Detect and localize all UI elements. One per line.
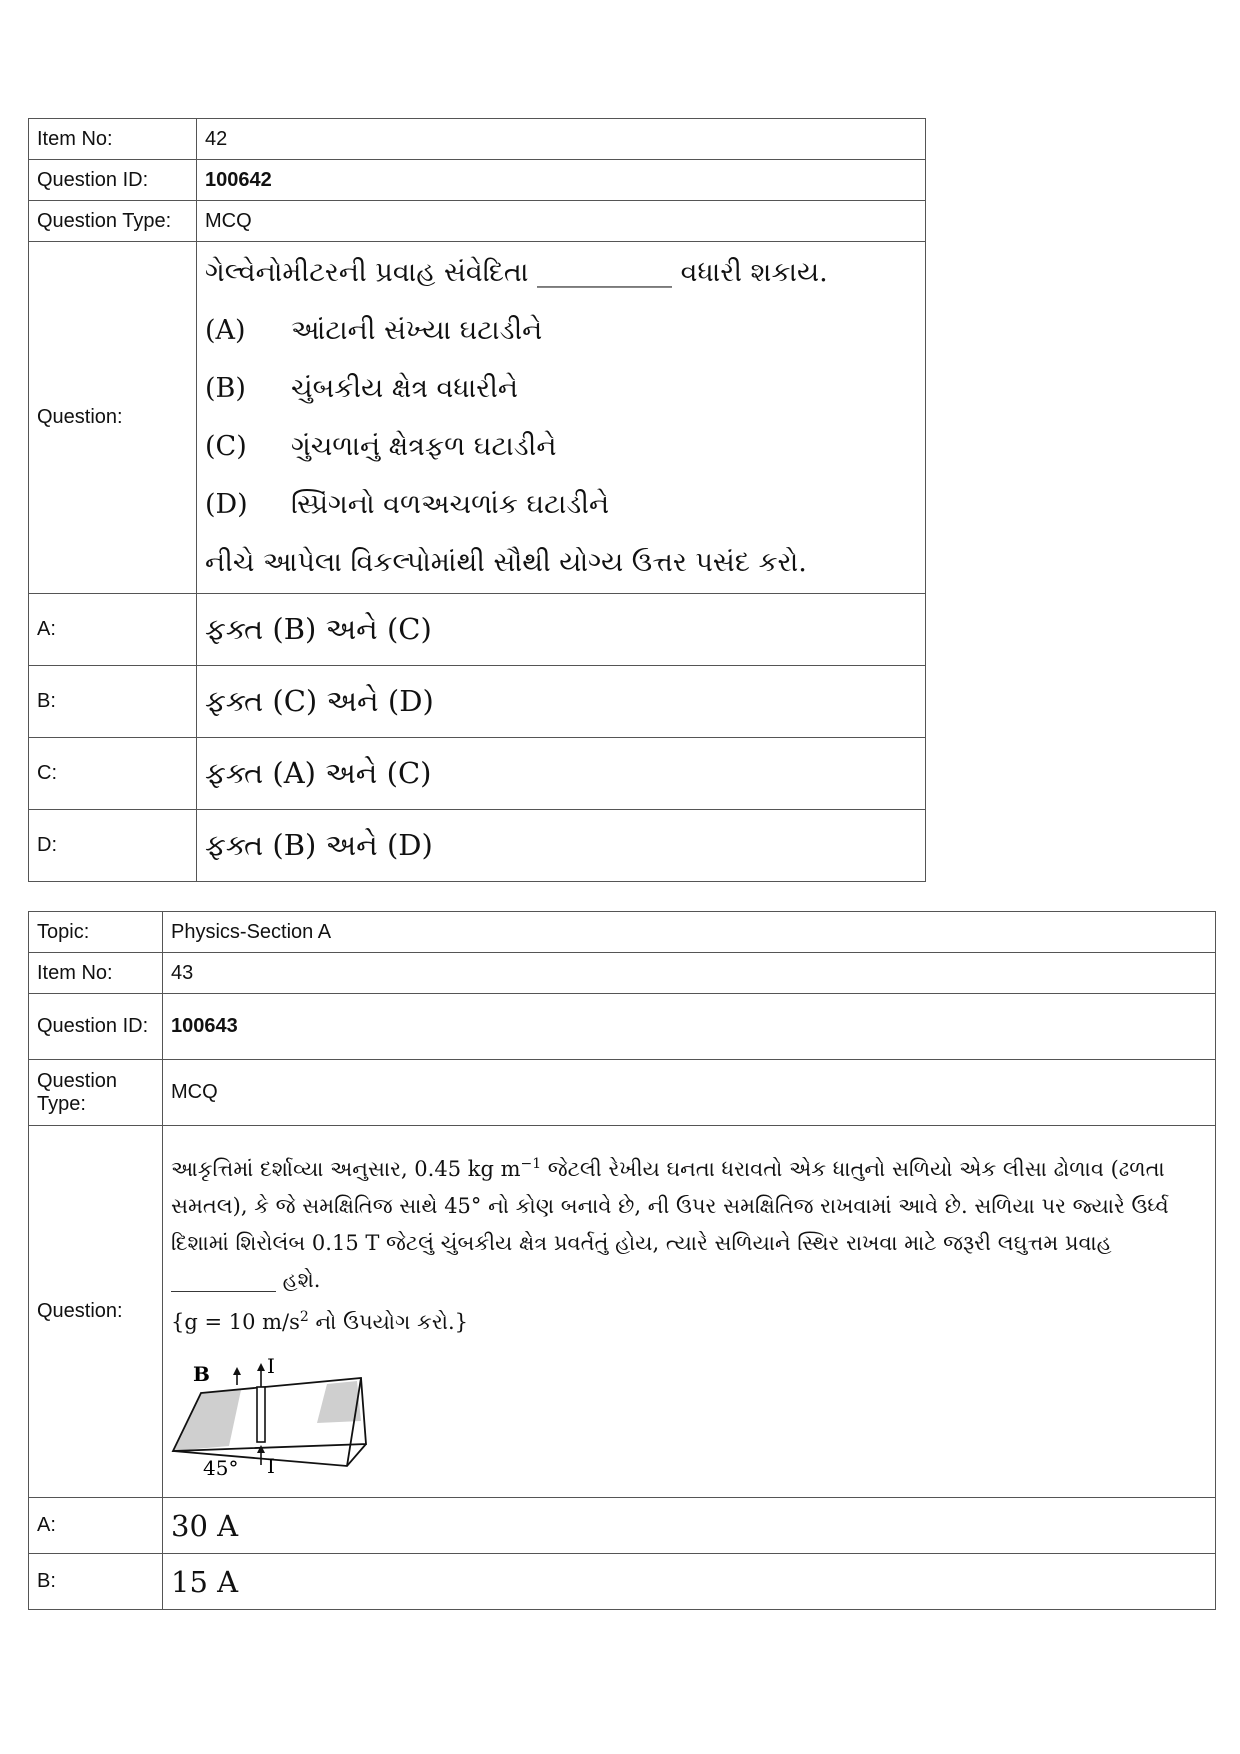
question-text-part: જેટલી રેખીય ઘનતા ધરાવતો એક ધાતુનો સળિયો એક લીસા ઢોળાવ (ઢળતા સમતલ), કે જે સમક્ષિતિજ સાથે 45° નો કોણ બનાવે છે, ની ઉપર સમક્ષિતિજ રાખવામાં આવે છે. સળિયા પર જ્યારે ઉર્ધ્વ દિશામાં શિરોલંબ 0.15 T જેટલું ચુંબકીય ક્ષેત્ર પ્રવર્તતું હોય, ત્યારે સળિયાને સ્થિર રાખવા માટે જરૂરી લઘુત્તમ પ્રવાહ __________ હશે. <box>171 1157 1169 1292</box>
item-no-value: 43 <box>163 953 1216 994</box>
option-text-c: ફક્ત (A) અને (C) <box>197 738 926 810</box>
topic-row <box>29 912 1216 953</box>
current-label-top: I <box>267 1354 275 1378</box>
option-label-d: D: <box>29 810 197 882</box>
question-id-row <box>29 994 1216 1060</box>
statement-b <box>205 360 917 418</box>
option-label-b: B: <box>29 1554 163 1610</box>
question-id-row <box>29 160 926 201</box>
question-type-value: MCQ <box>163 1060 1216 1126</box>
statement-text: સ્પ્રિંગનો વળઅચળાંક ઘટાડીને <box>291 488 610 520</box>
question-table-item-43 <box>28 911 1216 1610</box>
option-row-c <box>29 738 926 810</box>
question-id-label: Question ID: <box>29 994 163 1060</box>
item-no-value: 42 <box>197 119 926 160</box>
question-body <box>197 242 926 594</box>
item-no-row <box>29 119 926 160</box>
statement-text: ચુંબકીય ક્ષેત્ર વધારીને <box>291 372 518 404</box>
option-row-b <box>29 1554 1216 1610</box>
statement-label: (C) <box>205 430 247 462</box>
option-text-b: 15 A <box>163 1554 1216 1610</box>
option-label-b: B: <box>29 666 197 738</box>
question-id-label: Question ID: <box>29 160 197 201</box>
hint-part: {g = 10 m/s <box>171 1310 300 1334</box>
item-no-row <box>29 953 1216 994</box>
option-text-a: ફક્ત (B) અને (C) <box>197 594 926 666</box>
question-row <box>29 1126 1216 1498</box>
question-text: ગેલ્વેનોમીટરની પ્રવાહ સંવેદિતા __________ વધારી શકાય. <box>205 256 828 288</box>
hint-text <box>171 1299 1207 1341</box>
question-type-row <box>29 1060 1216 1126</box>
topic-value: Physics-Section A <box>163 912 1216 953</box>
question-label: Question: <box>29 1126 163 1498</box>
instruction-text: નીચે આપેલા વિકલ્પોમાંથી સૌથી યોગ્ય ઉત્તર પસંદ કરો. <box>205 546 807 578</box>
statement-label: (D) <box>205 488 248 520</box>
exponent: 2 <box>299 1309 309 1325</box>
current-arrowhead-bottom <box>257 1445 265 1453</box>
statement-a <box>205 302 917 360</box>
question-label: Question: <box>29 242 197 594</box>
question-type-row <box>29 201 926 242</box>
current-label-bottom: I <box>267 1454 275 1477</box>
statement-d <box>205 476 917 534</box>
hint-part: નો ઉપયોગ કરો.} <box>308 1310 469 1334</box>
question-type-value: MCQ <box>197 201 926 242</box>
option-label-c: C: <box>29 738 197 810</box>
option-label-a: A: <box>29 594 197 666</box>
current-arrowhead-top <box>257 1363 265 1371</box>
option-row-a <box>29 1498 1216 1554</box>
question-table-item-42 <box>28 118 926 882</box>
exponent: −1 <box>520 1156 542 1172</box>
option-text-a: 30 A <box>163 1498 1216 1554</box>
topic-label: Topic: <box>29 912 163 953</box>
item-no-label: Item No: <box>29 119 197 160</box>
statement-text: આંટાની સંખ્યા ઘટાડીને <box>291 314 543 346</box>
question-row <box>29 242 926 594</box>
option-row-d <box>29 810 926 882</box>
statement-c <box>205 418 917 476</box>
angle-label: 45° <box>203 1456 239 1477</box>
question-type-label: Question Type: <box>29 1060 163 1126</box>
item-no-label: Item No: <box>29 953 163 994</box>
option-row-a <box>29 594 926 666</box>
option-label-a: A: <box>29 1498 163 1554</box>
question-id-value: 100642 <box>197 160 926 201</box>
question-text-part: આકૃત્તિમાં દર્શાવ્યા અનુસાર, 0.45 kg m <box>171 1157 521 1181</box>
b-label: B <box>193 1362 210 1386</box>
question-text <box>171 1146 1207 1299</box>
statement-text: ગુંચળાનું ક્ષેત્રફળ ઘટાડીને <box>291 430 557 462</box>
b-field-arrowhead <box>233 1367 241 1375</box>
inclined-plane-figure <box>171 1351 381 1477</box>
question-body <box>163 1126 1216 1498</box>
statement-label: (A) <box>205 314 246 346</box>
metal-rod <box>257 1387 265 1442</box>
option-row-b <box>29 666 926 738</box>
statement-label: (B) <box>205 372 246 404</box>
question-id-value: 100643 <box>163 994 1216 1060</box>
option-text-d: ફક્ત (B) અને (D) <box>197 810 926 882</box>
question-type-label: Question Type: <box>29 201 197 242</box>
option-text-b: ફક્ત (C) અને (D) <box>197 666 926 738</box>
shade-band-left <box>173 1390 241 1451</box>
